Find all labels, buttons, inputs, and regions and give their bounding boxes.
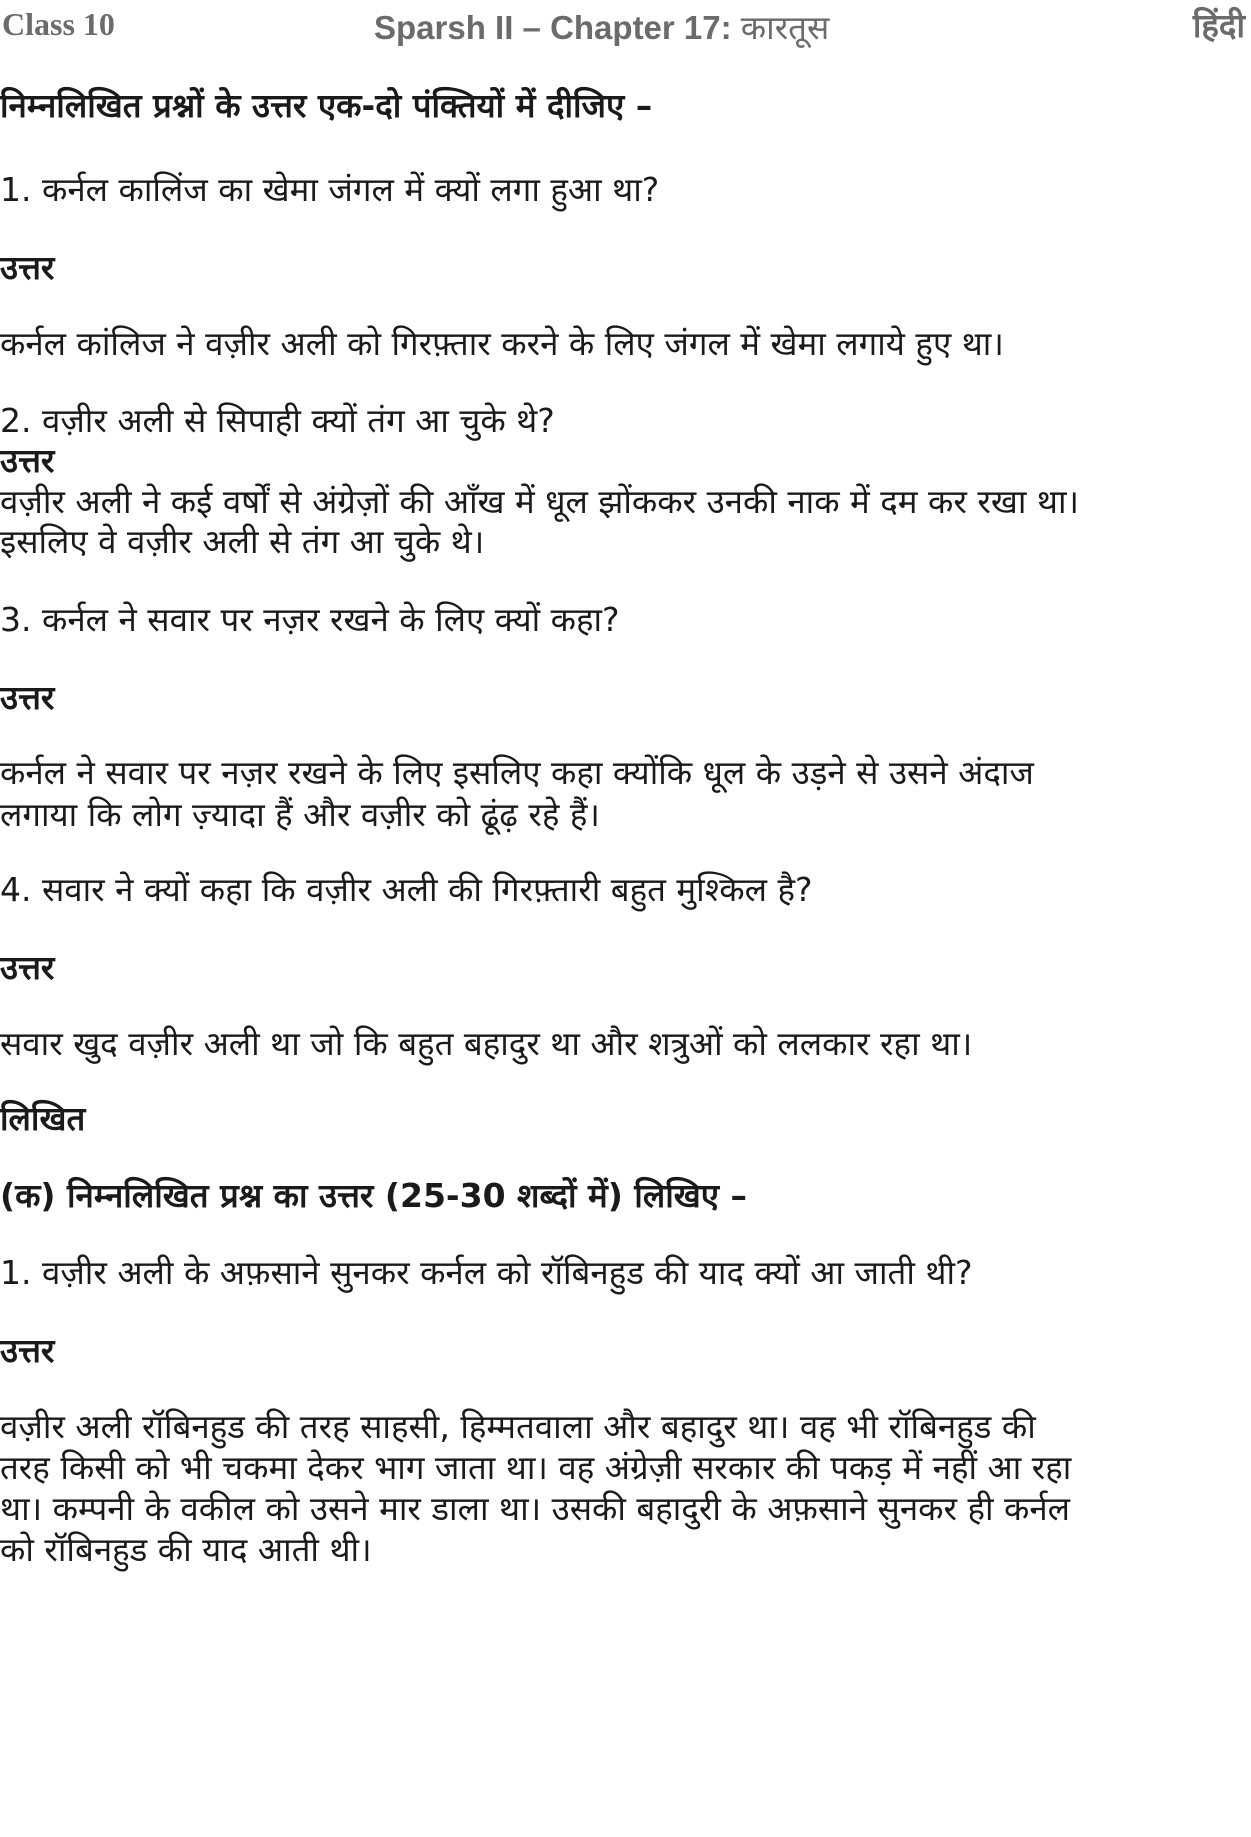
question-1: 1. कर्नल कालिंज का खेमा जंगल में क्यों लगा हुआ था? bbox=[0, 170, 660, 209]
section1-heading: निम्नलिखित प्रश्नों के उत्तर एक-दो पंक्तियों में दीजिए – bbox=[0, 86, 653, 125]
section2-title: लिखित bbox=[0, 1099, 86, 1138]
answer-3-line-2: लगाया कि लोग ज़्यादा हैं और वज़ीर को ढूंढ़ रहे हैं। bbox=[0, 795, 600, 834]
answer-label-2: उत्तर bbox=[0, 441, 55, 480]
answer-5-line-3: था। कम्पनी के वकील को उसने मार डाला था। उसकी बहादुरी के अफ़साने सुनकर ही कर्नल bbox=[0, 1489, 1071, 1528]
answer-2-line-2: इसलिए वे वज़ीर अली से तंग आ चुके थे। bbox=[0, 522, 485, 561]
answer-label-1: उत्तर bbox=[0, 248, 55, 287]
answer-label-4: उत्तर bbox=[0, 948, 55, 987]
answer-3-line-1: कर्नल ने सवार पर नज़र रखने के लिए इसलिए कहा क्योंकि धूल के उड़ने से उसने अंदाज bbox=[0, 753, 1034, 792]
answer-5-line-2: तरह किसी को भी चकमा देकर भाग जाता था। वह अंग्रेज़ी सरकार की पकड़ में नहीं आ रहा bbox=[0, 1448, 1072, 1487]
chapter-name: कारतूस bbox=[740, 8, 830, 47]
chapter-title bbox=[374, 4, 829, 49]
section2-subheading: (क) निम्नलिखित प्रश्न का उत्तर (25-30 शब्दों में) लिखिए – bbox=[0, 1176, 748, 1215]
question-3: 3. कर्नल ने सवार पर नज़र रखने के लिए क्यों कहा? bbox=[0, 600, 620, 639]
answer-5-line-1: वज़ीर अली रॉबिनहुड की तरह साहसी, हिम्मतवाला और बहादुर था। वह भी रॉबिनहुड की bbox=[0, 1407, 1036, 1446]
answer-5-line-4: को रॉबिनहुड की याद आती थी। bbox=[0, 1530, 372, 1569]
subject-label: हिंदी bbox=[1192, 6, 1245, 45]
answer-label-5: उत्तर bbox=[0, 1331, 55, 1370]
page-header bbox=[0, 0, 1251, 52]
book-chapter: Sparsh II – Chapter 17: bbox=[374, 9, 741, 46]
answer-4: सवार खुद वज़ीर अली था जो कि बहुत बहादुर था और शत्रुओं को ललकार रहा था। bbox=[0, 1024, 973, 1063]
question-5: 1. वज़ीर अली के अफ़साने सुनकर कर्नल को रॉबिनहुड की याद क्यों आ जाती थी? bbox=[0, 1253, 973, 1292]
class-label: Class 10 bbox=[2, 6, 115, 42]
answer-label-3: उत्तर bbox=[0, 678, 55, 717]
answer-2-line-1: वज़ीर अली ने कई वर्षों से अंग्रेज़ों की आँख में धूल झोंककर उनकी नाक में दम कर रखा था। bbox=[0, 482, 1080, 521]
answer-1: कर्नल कांलिज ने वज़ीर अली को गिरफ़्तार करने के लिए जंगल में खेमा लगाये हुए था। bbox=[0, 324, 1004, 363]
question-4: 4. सवार ने क्यों कहा कि वज़ीर अली की गिरफ़्तारी बहुत मुश्किल है? bbox=[0, 870, 813, 909]
question-2: 2. वज़ीर अली से सिपाही क्यों तंग आ चुके थे? bbox=[0, 401, 555, 440]
